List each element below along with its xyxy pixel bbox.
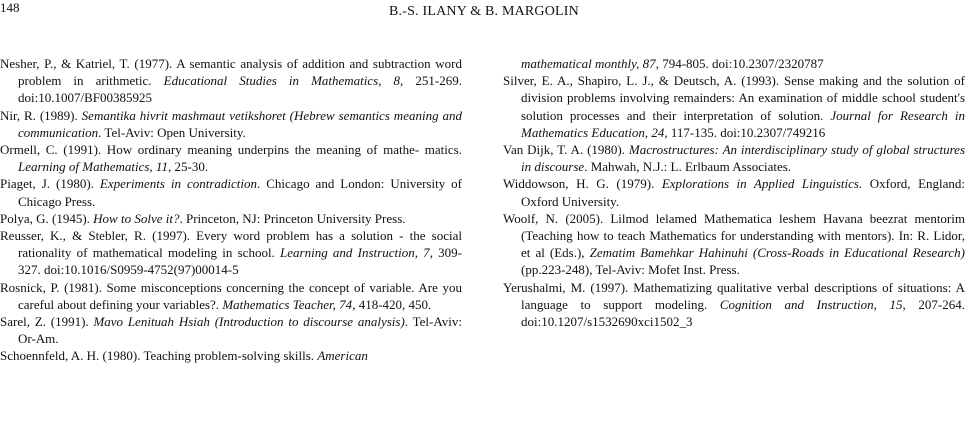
reference-entry: Nesher, P., & Katriel, T. (1977). A semantic analysis of addition and subtraction word problem in arithmetic. Educational Studies in Mathematics, 8, 251-269. doi:10.1007/BF00385925 bbox=[0, 56, 462, 106]
reference-entry: Schoennfeld, A. H. (1980). Teaching problem-solving skills. American bbox=[0, 348, 368, 364]
references-right-column bbox=[503, 55, 965, 330]
reference-entry: Piaget, J. (1980). Experiments in contradiction. Chicago and London: University of Chicago Press. bbox=[0, 176, 463, 209]
reference-entry: Reusser, K., & Stebler, R. (1997). Every word problem has a solution - the social rationality of mathematical modeling in school. Learning and Instruction, 7, 309-327. doi:10.1016/S0959-4752(97)00014-5 bbox=[0, 228, 462, 278]
reference-entry: Rosnick, P. (1981). Some misconceptions concerning the concept of variable. Are you careful about defining your variables?. Mathematics Teacher, 74, 418-420, 450. bbox=[0, 279, 462, 312]
reference-entry: Sarel, Z. (1991). Mavo Lenituah Hsiah (Introduction to discourse analysis). Tel-Aviv: Or-Am. bbox=[0, 314, 462, 347]
reference-continuation: mathematical monthly, 87, 794-805. doi:10.2307/2320787 bbox=[521, 56, 824, 71]
page-number: 148 bbox=[0, 0, 20, 15]
reference-entry: Silver, E. A., Shapiro, L. J., & Deutsch, A. (1993). Sense making and the solution of division problems involving remainders: An examination of middle school student's solution processes and their interpretation of solution. Journal for Research in Mathematics Education, 24, 117-135. doi:10.2307/749216 bbox=[503, 73, 965, 140]
reference-entry: Yerushalmi, M. (1997). Mathematizing qualitative verbal descriptions of situations: A language to support modeling. Cognition and Instruction, 15, 207-264. doi:10.1207/s1532690xci1502_3 bbox=[503, 279, 965, 330]
reference-entry: Ormell, C. (1991). How ordinary meaning underpins the meaning of mathe- matics. Learning of Mathematics, 11, 25-30. bbox=[0, 142, 462, 175]
references-left-column bbox=[0, 55, 462, 365]
reference-entry: Widdowson, H. G. (1979). Explorations in Applied Linguistics. Oxford, England: Oxford University. bbox=[503, 176, 965, 209]
reference-entry: Nir, R. (1989). Semantika hivrit mashmaut vetikshoret (Hebrew semantics meaning and communication. Tel-Aviv: Open University. bbox=[0, 107, 462, 140]
reference-entry: Polya, G. (1945). How to Solve it?. Princeton, NJ: Princeton University Press. bbox=[0, 210, 406, 226]
reference-entry: Woolf, N. (2005). Lilmod lelamed Mathematica leshem Havana beezrat mentorim (Teaching how to teach Mathematics for understanding with mentors). In: R. Lidor, et al (Eds.), Zematim Bamehkar Hahinuhi (Cross-Roads in Educational Research) (pp.223-248), Tel-Aviv: Mofet Inst. Press. bbox=[503, 210, 965, 278]
reference-entry: Van Dijk, T. A. (1980). Macrostructures: An interdisciplinary study of global structures in discourse. Mahwah, N.J.: L. Erlbaum Associates. bbox=[503, 142, 965, 175]
running-head: B.-S. ILANY & B. MARGOLIN bbox=[389, 4, 579, 19]
